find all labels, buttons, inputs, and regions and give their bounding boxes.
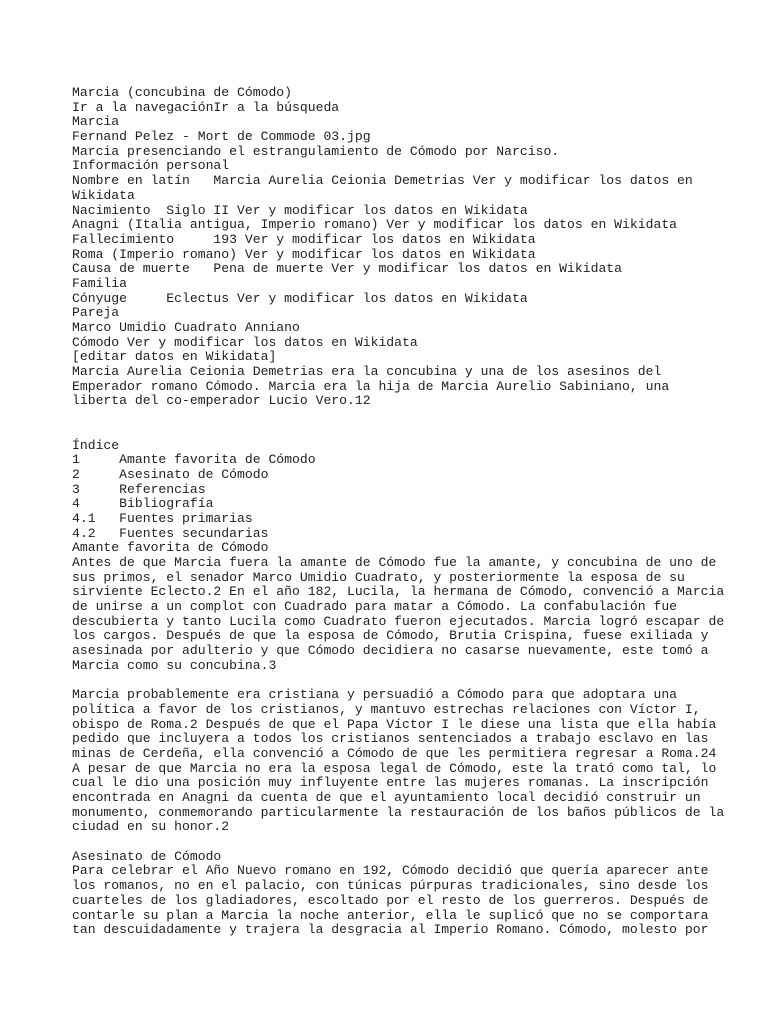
text-line: Fernand Pelez - Mort de Commode 03.jpg [72,129,371,145]
text-line: los cargos. Después de que la esposa de Cómodo, Brutia Crispina, fuese exiliada y [72,628,709,644]
text-line: Cónyuge Eclectus Ver y modificar los datos en Wikidata [72,290,528,306]
text-line: Para celebrar el Año Nuevo romano en 192, Cómodo decidió que quería aparecer ante [72,863,709,879]
text-line: Marco Umidio Cuadrato Anniano [72,320,300,335]
text-line: Marcia [72,114,120,130]
text-line: Ir a la navegaciónIr a la búsqueda [72,99,340,115]
text-line: Cómodo Ver y modificar los datos en Wikidata [72,334,418,350]
text-line: tan descuidadamente y trajera la desgracia al Imperio Romano. Cómodo, molesto por [72,922,709,938]
text-line: encontrada en Anagni da cuenta de que el ayuntamiento local decidió construir un [72,790,701,805]
text-line: 4 Bibliografía [72,496,214,512]
text-line: Roma (Imperio romano) Ver y modificar los datos en Wikidata [72,246,536,262]
text-line: 4.2 Fuentes secundarias [72,525,269,541]
text-line: Marcia probablemente era cristiana y persuadió a Cómodo para que adoptara una [72,687,678,703]
text-line: A pesar de que Marcia no era la esposa legal de Cómodo, este la trató como tal, lo [72,760,717,776]
text-line: monumento, conmemorando particularmente la restauración de los baños públicos de la [72,804,725,820]
text-line: contarle su plan a Marcia la noche anterior, ella le suplicó que no se comportara [72,907,709,923]
text-line: 2 Asesinato de Cómodo [72,466,269,482]
text-line: Wikidata [72,187,135,203]
text-line: de unirse a un complot con Cuadrado para matar a Cómodo. La confabulación fue [72,599,678,615]
text-line: sus primos, el senador Marco Umidio Cuadrato, y posteriormente la esposa de su [72,569,685,585]
text-line: Emperador romano Cómodo. Marcia era la hija de Marcia Aurelio Sabiniano, una [72,378,670,394]
text-line: Pareja [72,305,120,321]
text-line: cuarteles de los gladiadores, escoltado por el resto de los guerreros. Después de [72,892,709,908]
text-line: descubierta y tanto Lucila como Cuadrato fueron ejecutados. Marcia logró escapar de [72,613,725,629]
text-line: Anagni (Italia antigua, Imperio romano) Ver y modificar los datos en Wikidata [72,217,678,233]
text-line: obispo de Roma.2 Después de que el Papa Víctor I le diese una lista que ella había [72,716,717,732]
text-line: Nombre en latín Marcia Aurelia Ceionia Demetrias Ver y modificar los datos en [72,173,693,189]
blank-line [72,674,712,689]
text-line: Marcia (concubina de Cómodo) [72,85,293,100]
text-line: Nacimiento Siglo II Ver y modificar los datos en Wikidata [72,202,528,218]
text-line: [editar datos en Wikidata] [72,349,277,365]
text-line: liberta del co-emperador Lucio Vero.12 [72,393,371,409]
text-line: Información personal [72,158,230,174]
text-line: 3 Referencias [72,481,206,497]
text-line: Asesinato de Cómodo [72,848,222,864]
text-line: política a favor de los cristianos, y mantuvo estrechas relaciones con Víctor I, [72,701,701,717]
text-line: Amante favorita de Cómodo [72,540,269,556]
blank-line [72,409,712,424]
text-line: 4.1 Fuentes primarias [72,510,253,526]
text-line: pedido que incluyera a todos los cristianos sentenciados a trabajo esclavo en las [72,731,709,747]
text-line: Marcia Aurelia Ceionia Demetrias era la concubina y una de los asesinos del [72,364,662,380]
text-line: Antes de que Marcia fuera la amante de Cómodo fue la amante, y concubina de uno de [72,555,717,570]
text-line: Marcia presenciando el estrangulamiento de Cómodo por Narciso. [72,143,560,159]
text-line: 1 Amante favorita de Cómodo [72,452,316,468]
document-body [72,85,725,938]
text-line: Marcia como su concubina.3 [72,657,277,673]
text-line: asesinada por adulterio y que Cómodo decidiera no casarse nuevamente, este tomó a [72,643,709,659]
text-line: cual le dio una posición muy influyente entre las mujeres romanas. La inscripción [72,775,709,791]
blank-line [72,424,712,439]
text-line: Índice [72,437,120,453]
text-line: los romanos, no en el palacio, con túnicas púrpuras tradicionales, sino desde los [72,878,709,894]
text-line: Fallecimiento 193 Ver y modificar los datos en Wikidata [72,231,536,247]
blank-line [72,835,712,850]
text-line: Causa de muerte Pena de muerte Ver y modificar los datos en Wikidata [72,261,623,277]
text-line: sirviente Eclecto.2 En el año 182, Lucila, la hermana de Cómodo, convenció a Marcia [72,584,725,600]
text-line: minas de Cerdeña, ella convenció a Cómodo de que les permitiera regresar a Roma.24 [72,745,717,761]
text-line: Familia [72,275,128,291]
text-line: ciudad en su honor.2 [72,819,230,835]
